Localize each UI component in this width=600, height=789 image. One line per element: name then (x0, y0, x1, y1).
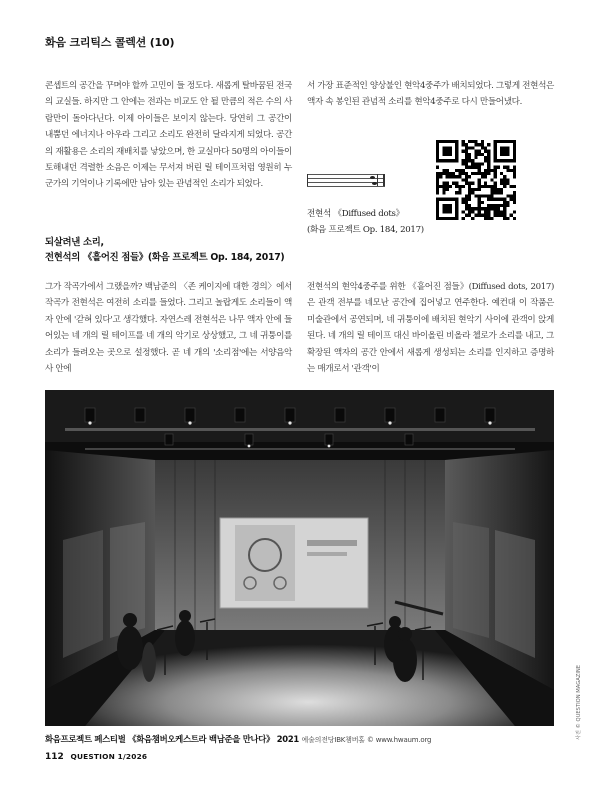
qr-module (465, 159, 468, 162)
qr-module (506, 182, 509, 185)
qr-module (487, 169, 490, 172)
qr-module (436, 178, 439, 181)
qr-module (510, 169, 513, 172)
qr-module (474, 188, 477, 191)
qr-module (455, 182, 458, 185)
qr-module (462, 159, 465, 162)
qr-module (471, 162, 474, 165)
qr-module (462, 178, 465, 181)
qr-module (497, 191, 500, 194)
qr-module (478, 201, 481, 204)
qr-module (484, 169, 487, 172)
qr-module (487, 150, 490, 153)
qr-module (481, 214, 484, 217)
qr-module (500, 210, 503, 213)
qr-finder-pattern (442, 204, 452, 214)
qr-module (494, 191, 497, 194)
qr-module (494, 207, 497, 210)
article-text-bottom-left: 그가 작곡가에서 그랬을까? 백남준의 〈존 케이지에 대한 경의〉에서 작곡가 전현석은 여전히 소리를 들었다. 그리고 놀랍게도 소리들이 액자 안에 '갇혀 있다'고 생각했다. 자연스레 전현석은 나무 액자 안에 들어있는 네 개의 릴 테이프를 네 개의 악기로 상상했고, 그 네 귀퉁이를 소리가 들려오는 곳으로 설정했다. 곧 네 개의 '소리점'에는 서양음악사 안에 (45, 282, 292, 375)
qr-module (465, 207, 468, 210)
qr-module (471, 166, 474, 169)
qr-module (513, 210, 516, 213)
qr-module (478, 188, 481, 191)
qr-module (503, 204, 506, 207)
qr-module (436, 188, 439, 191)
qr-module (481, 153, 484, 156)
qr-module (481, 175, 484, 178)
qr-module (442, 188, 445, 191)
qr-module (436, 191, 439, 194)
qr-module (468, 198, 471, 201)
qr-module (446, 175, 449, 178)
qr-module (506, 217, 509, 220)
issue-number: 1/2026 (117, 752, 148, 761)
qr-module (462, 162, 465, 165)
qr-module (487, 210, 490, 213)
qr-module (503, 185, 506, 188)
qr-module (481, 143, 484, 146)
qr-module (442, 182, 445, 185)
qr-module (465, 178, 468, 181)
qr-module (478, 178, 481, 181)
qr-module (494, 175, 497, 178)
figure-caption-title: 전현석 《Diffused dots》 (307, 209, 404, 219)
page-number: 112 (45, 752, 64, 762)
qr-module (471, 210, 474, 213)
qr-module (497, 166, 500, 169)
qr-module (462, 185, 465, 188)
qr-module (474, 172, 477, 175)
side-photo-credit-text: 사진 © QUESTION MAGAZINE (576, 664, 582, 740)
magazine-name: QUESTION (70, 752, 115, 761)
qr-module (487, 194, 490, 197)
qr-module (436, 175, 439, 178)
page-footer (45, 751, 147, 762)
qr-module (436, 182, 439, 185)
qr-module (513, 201, 516, 204)
qr-module (446, 185, 449, 188)
qr-module (436, 185, 439, 188)
qr-module (442, 169, 445, 172)
qr-module (513, 166, 516, 169)
qr-module (513, 169, 516, 172)
qr-module (471, 140, 474, 143)
qr-code[interactable] (436, 140, 516, 220)
qr-module (474, 153, 477, 156)
qr-module (449, 175, 452, 178)
qr-module (487, 204, 490, 207)
qr-module (487, 153, 490, 156)
qr-module (484, 214, 487, 217)
qr-module (513, 194, 516, 197)
qr-module (497, 214, 500, 217)
qr-module (503, 198, 506, 201)
photo-caption-title: 화음프로젝트 페스티벌 《화음챔버오케스트라 백남준을 만나다》 2021 (45, 734, 299, 744)
qr-module (503, 201, 506, 204)
qr-module (494, 188, 497, 191)
qr-module (490, 207, 493, 210)
qr-module (462, 210, 465, 213)
qr-module (455, 191, 458, 194)
qr-module (439, 175, 442, 178)
qr-module (510, 194, 513, 197)
qr-module (465, 166, 468, 169)
qr-module (471, 172, 474, 175)
qr-module (462, 198, 465, 201)
qr-module (481, 146, 484, 149)
qr-module (484, 159, 487, 162)
qr-module (474, 143, 477, 146)
qr-module (462, 140, 465, 143)
qr-module (513, 191, 516, 194)
qr-module (484, 182, 487, 185)
qr-module (494, 172, 497, 175)
qr-module (471, 188, 474, 191)
right-panel-1 (495, 530, 535, 658)
qr-module (503, 166, 506, 169)
qr-module (455, 169, 458, 172)
qr-module (458, 172, 461, 175)
qr-module (468, 182, 471, 185)
qr-module (490, 204, 493, 207)
section-heading (45, 235, 284, 265)
qr-module (465, 201, 468, 204)
qr-module (442, 191, 445, 194)
qr-module (513, 198, 516, 201)
qr-module (462, 172, 465, 175)
qr-module (490, 178, 493, 181)
qr-module (446, 172, 449, 175)
qr-module (494, 169, 497, 172)
qr-module (465, 182, 468, 185)
qr-module (478, 162, 481, 165)
qr-module (503, 207, 506, 210)
qr-module (487, 185, 490, 188)
qr-module (471, 207, 474, 210)
qr-module (446, 169, 449, 172)
qr-module (503, 175, 506, 178)
qr-module (494, 214, 497, 217)
qr-module (487, 162, 490, 165)
qr-module (474, 162, 477, 165)
qr-module (468, 194, 471, 197)
qr-finder-pattern (500, 146, 510, 156)
qr-module (487, 166, 490, 169)
qr-module (478, 185, 481, 188)
qr-module (494, 166, 497, 169)
qr-module (468, 188, 471, 191)
qr-module (494, 185, 497, 188)
qr-module (500, 191, 503, 194)
qr-module (487, 214, 490, 217)
qr-module (468, 210, 471, 213)
ceiling-rig (45, 390, 554, 450)
qr-module (471, 217, 474, 220)
qr-module (468, 146, 471, 149)
qr-module (494, 204, 497, 207)
qr-module (465, 175, 468, 178)
qr-module (497, 198, 500, 201)
qr-module (481, 185, 484, 188)
qr-module (446, 188, 449, 191)
qr-module (500, 204, 503, 207)
qr-module (500, 198, 503, 201)
qr-module (494, 210, 497, 213)
qr-module (481, 140, 484, 143)
qr-module (490, 185, 493, 188)
left-panel-1 (63, 530, 103, 658)
qr-module (510, 185, 513, 188)
qr-module (465, 150, 468, 153)
qr-module (474, 156, 477, 159)
qr-module (439, 185, 442, 188)
qr-module (487, 207, 490, 210)
qr-module (471, 182, 474, 185)
qr-module (500, 182, 503, 185)
photo-credit: 예술의전당IBK챔버홀 © www.hwaum.org (301, 736, 432, 744)
qr-module (506, 201, 509, 204)
qr-module (484, 185, 487, 188)
qr-module (468, 191, 471, 194)
qr-module (458, 191, 461, 194)
qr-module (503, 178, 506, 181)
qr-module (490, 217, 493, 220)
qr-module (442, 172, 445, 175)
qr-module (478, 214, 481, 217)
qr-module (484, 150, 487, 153)
qr-module (484, 156, 487, 159)
qr-module (494, 198, 497, 201)
qr-module (503, 217, 506, 220)
figure-caption (307, 206, 424, 238)
qr-module (471, 159, 474, 162)
qr-module (455, 185, 458, 188)
qr-module (468, 214, 471, 217)
projected-image (235, 525, 295, 601)
qr-module (481, 194, 484, 197)
qr-module (484, 194, 487, 197)
qr-module (500, 214, 503, 217)
qr-module (500, 178, 503, 181)
qr-module (449, 185, 452, 188)
qr-module (458, 185, 461, 188)
qr-module (465, 204, 468, 207)
qr-module (468, 166, 471, 169)
qr-module (481, 207, 484, 210)
qr-module (487, 159, 490, 162)
qr-module (484, 175, 487, 178)
qr-module (513, 175, 516, 178)
qr-module (474, 150, 477, 153)
concert-hall-illustration (45, 390, 554, 726)
qr-module (458, 175, 461, 178)
qr-module (468, 153, 471, 156)
qr-module (503, 210, 506, 213)
qr-module (484, 217, 487, 220)
qr-module (490, 191, 493, 194)
qr-module (465, 143, 468, 146)
qr-module (484, 172, 487, 175)
qr-module (465, 214, 468, 217)
qr-module (506, 204, 509, 207)
qr-module (490, 198, 493, 201)
qr-module (465, 198, 468, 201)
article-text-top-left: 콘셉트의 공간을 꾸며야 할까 고민이 들 정도다. 새롭게 탈바꿈된 전국의 교실들. 하지만 그 안에는 전과는 비교도 안 될 만큼의 적은 수의 사람만이 돌아다닌다. 이제 아이들은 보이지 않는다. 당연히 그 공간이 내뿜던 에너지나 아우라 그리고 소리도 완전히 달라지게 되었다. 공간의 재활용은 소리의 재배치를 낳았으며, 한 교실마다 50명의 아이들이 토해내던 격렬한 소음은 이제는 무서져 버린 릴 테이프처럼 영원히 누군가의 기억이나 기록에만 남아 있는 관념적인 소리가 되었다. (45, 81, 292, 190)
figure-caption-detail: (화음 프로젝트 Op. 184, 2017) (307, 225, 424, 235)
qr-module (513, 185, 516, 188)
qr-module (465, 172, 468, 175)
qr-module (458, 188, 461, 191)
qr-module (462, 150, 465, 153)
qr-module (462, 217, 465, 220)
qr-module (481, 172, 484, 175)
qr-module (439, 172, 442, 175)
qr-module (506, 194, 509, 197)
qr-module (497, 204, 500, 207)
qr-module (497, 207, 500, 210)
qr-module (478, 143, 481, 146)
qr-module (465, 194, 468, 197)
qr-module (478, 153, 481, 156)
qr-module (487, 143, 490, 146)
qr-module (471, 146, 474, 149)
qr-module (478, 166, 481, 169)
qr-module (497, 210, 500, 213)
qr-module (436, 172, 439, 175)
qr-module (497, 188, 500, 191)
qr-module (513, 217, 516, 220)
qr-module (500, 188, 503, 191)
qr-module (484, 146, 487, 149)
qr-module (487, 217, 490, 220)
qr-module (510, 198, 513, 201)
right-panel-2 (453, 522, 489, 638)
music-score-excerpt (307, 172, 391, 188)
qr-module (478, 204, 481, 207)
qr-module (478, 210, 481, 213)
qr-module (503, 214, 506, 217)
qr-module (458, 169, 461, 172)
qr-module (484, 210, 487, 213)
qr-module (487, 198, 490, 201)
qr-module (442, 185, 445, 188)
concert-photo (45, 390, 554, 726)
qr-module (465, 162, 468, 165)
qr-module (468, 204, 471, 207)
qr-module (478, 182, 481, 185)
qr-module (465, 146, 468, 149)
qr-module (484, 207, 487, 210)
qr-module (506, 166, 509, 169)
qr-module (481, 201, 484, 204)
qr-module (462, 143, 465, 146)
qr-module (510, 214, 513, 217)
qr-module (481, 162, 484, 165)
qr-module (452, 182, 455, 185)
qr-module (436, 166, 439, 169)
qr-module (468, 175, 471, 178)
qr-code-pattern (436, 140, 516, 220)
side-photo-credit (565, 660, 582, 740)
qr-module (494, 182, 497, 185)
qr-module (490, 194, 493, 197)
qr-module (455, 175, 458, 178)
section-heading-line2: 전현석의 《흩어진 점들》(화음 프로젝트 Op. 184, 2017) (45, 252, 285, 263)
qr-module (468, 140, 471, 143)
qr-module (500, 172, 503, 175)
qr-module (478, 150, 481, 153)
article-text-bottom-right: 전현석의 현악4중주를 위한 《흩어진 점들》(Diffused dots, 2017)은 관객 전부를 네모난 공간에 집어넣고 연주한다. 예컨대 이 작품은 미술관에서 공연되며, 네 귀퉁이에 배치된 현악기 사이에 관객이 앉게 된다. 네 개의 릴 테이프 대신 바이올린 비올라 첼로가 소리를 내고, 그 확장된 액자의 공간 안에서 새롭게 생성되는 소리를 인지하고 증명하는 매개로서 '관객'이 (307, 282, 554, 375)
qr-module (468, 156, 471, 159)
qr-module (471, 191, 474, 194)
qr-module (478, 172, 481, 175)
qr-module (513, 172, 516, 175)
photo-caption (45, 733, 431, 745)
qr-module (478, 207, 481, 210)
qr-module (506, 169, 509, 172)
qr-module (474, 214, 477, 217)
article-text-top-right: 서 가장 표준적인 양상불인 현악4중주가 배치되었다. 그렇게 전현석은 액자 속 봉인된 관념적 소리를 현악4중주로 다시 만들어냈다. (307, 81, 554, 108)
section-heading-line1: 되살려낸 소리, (45, 237, 104, 248)
qr-module (465, 153, 468, 156)
qr-module (478, 194, 481, 197)
qr-module (490, 169, 493, 172)
qr-module (449, 172, 452, 175)
qr-module (462, 201, 465, 204)
qr-module (446, 182, 449, 185)
qr-module (478, 169, 481, 172)
qr-module (506, 178, 509, 181)
qr-module (487, 172, 490, 175)
qr-module (487, 156, 490, 159)
qr-module (478, 198, 481, 201)
qr-module (462, 169, 465, 172)
qr-module (503, 182, 506, 185)
qr-module (474, 194, 477, 197)
qr-module (468, 159, 471, 162)
qr-module (465, 156, 468, 159)
qr-module (474, 166, 477, 169)
qr-module (474, 140, 477, 143)
qr-module (452, 172, 455, 175)
series-title: 화음 크리틱스 콜렉션 (10) (45, 36, 175, 49)
qr-finder-pattern (442, 146, 452, 156)
qr-module (468, 185, 471, 188)
qr-module (468, 207, 471, 210)
qr-module (490, 188, 493, 191)
qr-module (452, 175, 455, 178)
qr-module (474, 207, 477, 210)
